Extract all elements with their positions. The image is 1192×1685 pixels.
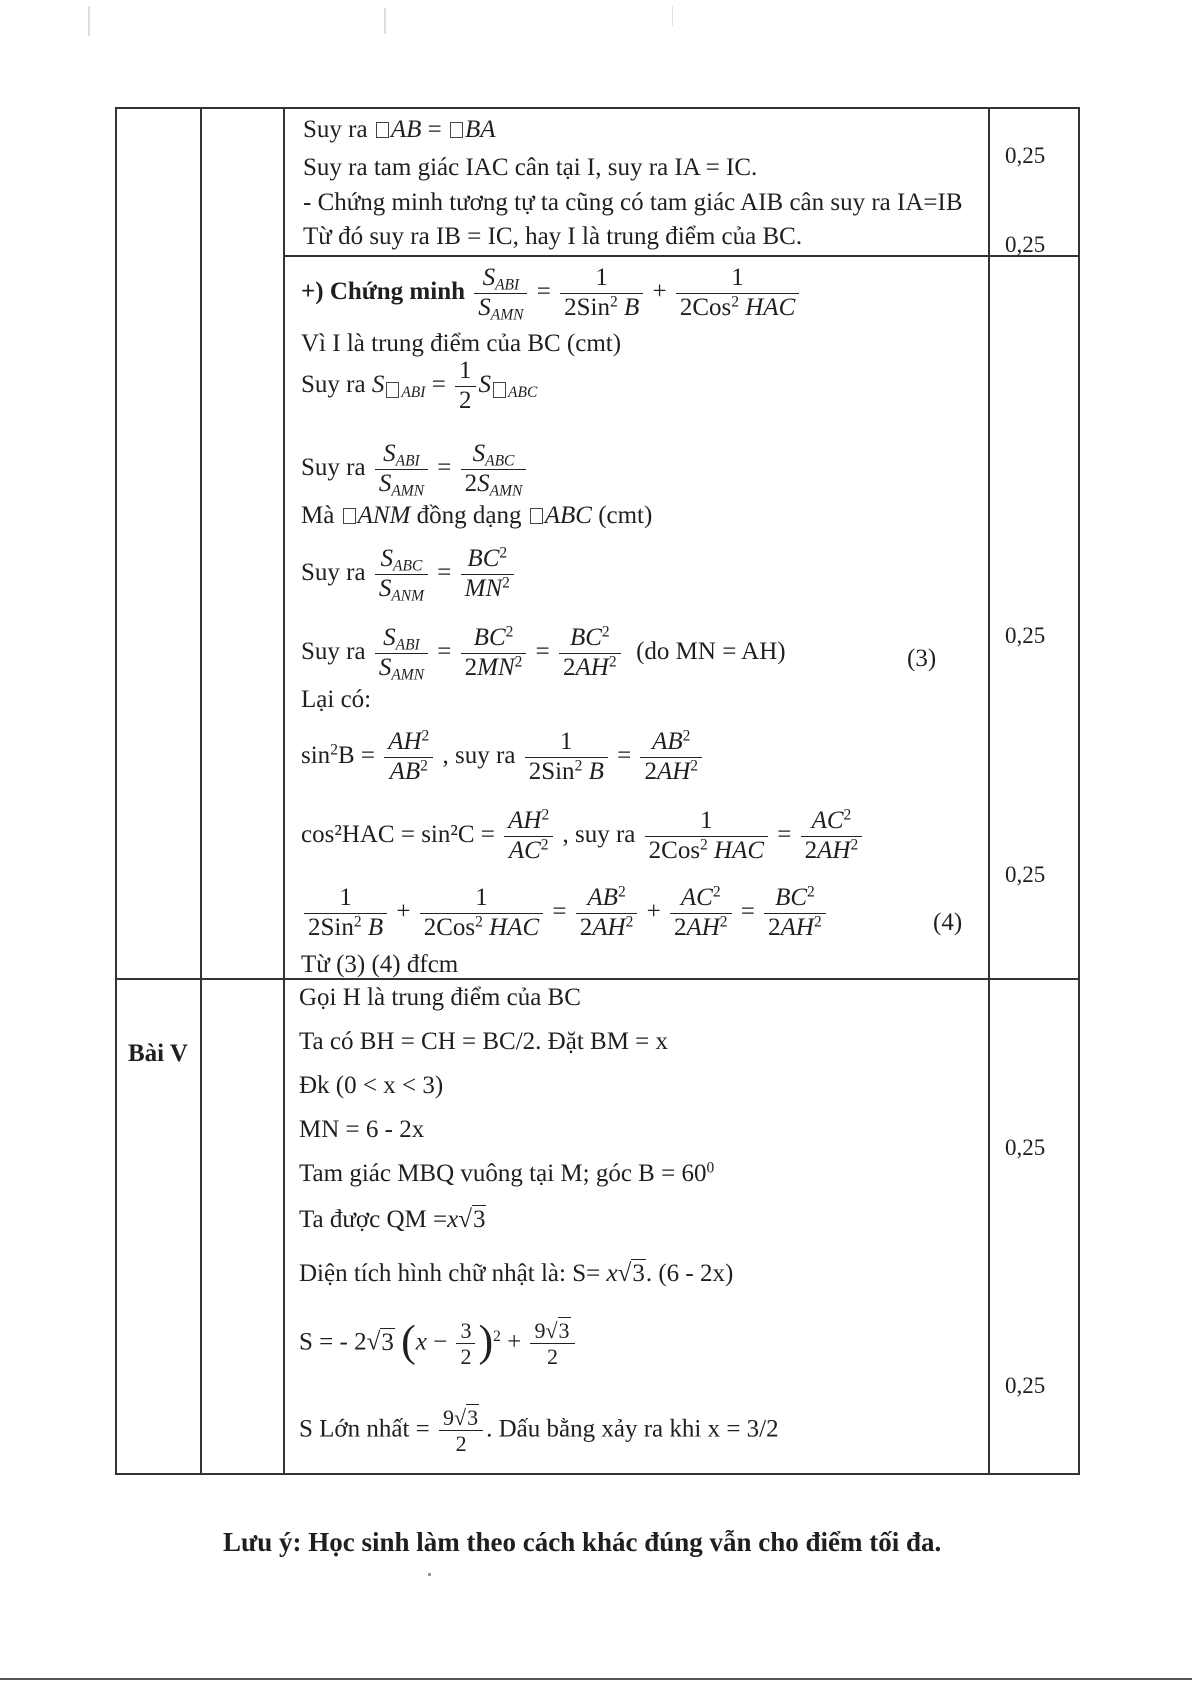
- row3-line9: S Lớn nhất = $\frac{9√3}{2}$ . Dấu bằng xảy ra khi x = 3/2: [299, 1405, 779, 1457]
- prove-formula: +) Chứng minh $\frac{S_{ABI}}{S_{AMN}}$ = $\frac{1}{2Sin^2 B}$ + $\frac{1}{2Cos^2 HAC}$: [301, 264, 802, 323]
- row2-eq4: Suy ra $\frac{S_{ABI}}{S_{AMN}}$ = $\frac{BC^2}{2MN^2}$ = $\frac{BC^2}{2AH^2}$ (do MN = AH): [301, 623, 786, 684]
- row2-sin: $\sin^2B$ = $\frac{AH^2}{AB^2}$ , suy ra $\frac{1}{2Sin^2 B}$ = $\frac{AB^2}{2AH^2}$: [301, 728, 705, 787]
- row3-line4: MN = 6 - 2x: [299, 1116, 425, 1143]
- prove-label: +) Chứng minh: [301, 277, 466, 305]
- row2-similar: Mà ANM đồng dạng ABC (cmt): [301, 502, 653, 529]
- row3-line6: Ta được QM =x√3: [299, 1206, 486, 1233]
- row3-line2: Ta có BH = CH = BC/2. Đặt BM = x: [299, 1028, 669, 1055]
- row2-line-vi: Vì I là trung điểm của BC (cmt): [301, 330, 622, 357]
- row3-line7: Diện tích hình chữ nhật là: S= x√3. (6 - 2x): [299, 1260, 734, 1287]
- section-label: Bài V: [128, 1040, 188, 1067]
- score: 0,25: [1005, 862, 1046, 887]
- row2-lai-co: Lại có:: [301, 686, 372, 713]
- row2-cos: cos²HAC = sin²C = $\frac{AH^2}{AC^2}$ , suy ra $\frac{1}{2Cos^2 HAC}$ = $\frac{AC^2}{2AH^2}$: [301, 807, 865, 866]
- bottom-rule: [0, 1678, 1192, 1680]
- scan-dot: [428, 1573, 431, 1576]
- scan-mark: [672, 6, 673, 26]
- row2-ref4: (4): [933, 909, 963, 936]
- row3-line5: Tam giác MBQ vuông tại M; góc $B = 60^0$: [299, 1159, 715, 1187]
- score: 0,25: [1005, 232, 1046, 257]
- scan-mark: [88, 6, 90, 36]
- row2-dfcm: Từ (3) (4) đfcm: [301, 951, 459, 978]
- row2-eq3: Suy ra $\frac{S_{ABC}}{S_{ANM}}$ = $\frac{BC^2}{MN^2}$: [301, 545, 517, 604]
- score: 0,25: [1005, 623, 1046, 648]
- row1-line4: Từ đó suy ra IB = IC, hay I là trung điểm của BC.: [303, 223, 803, 250]
- row2-eq1: Suy ra S $_{ABI}$ = $\frac{1}{2}$ S $_{ABC}$: [301, 357, 538, 414]
- footer-note: Lưu ý: Học sinh làm theo cách khác đúng vẫn cho điểm tối đa.: [223, 1527, 942, 1557]
- row3-line8: S = - 2√3 (x − $\frac{3}{2}$ )$^2$ + $\frac{9√3}{2}$: [299, 1318, 578, 1370]
- row1-line3: - Chứng minh tương tự ta cũng có tam giác AIB cân suy ra IA=IB: [303, 189, 963, 216]
- row2-eq2: Suy ra $\frac{S_{ABI}}{S_{AMN}}$ = $\frac{S_{ABC}}{2S_{AMN}}$: [301, 440, 529, 499]
- row1-line2: Suy ra tam giác IAC cân tại I, suy ra IA = IC.: [303, 154, 758, 181]
- row2-ref3: (3): [907, 645, 937, 672]
- row1-line1: Suy ra AB = BA: [303, 116, 496, 143]
- row3-line1: Gọi H là trung điểm của BC: [299, 984, 581, 1011]
- row3-line3: Đk (0 < x < 3): [299, 1072, 444, 1099]
- row2-sum: $\frac{1}{2Sin^2 B}$ + $\frac{1}{2Cos^2 HAC}$ = $\frac{AB^2}{2AH^2}$ + $\frac{AC^2}{2AH^2}$ = $\frac{BC^2}{2AH^2}$: [301, 884, 829, 943]
- score: 0,25: [1005, 1135, 1046, 1160]
- score: 0,25: [1005, 143, 1046, 168]
- score: 0,25: [1005, 1373, 1046, 1398]
- scan-mark: [384, 8, 386, 34]
